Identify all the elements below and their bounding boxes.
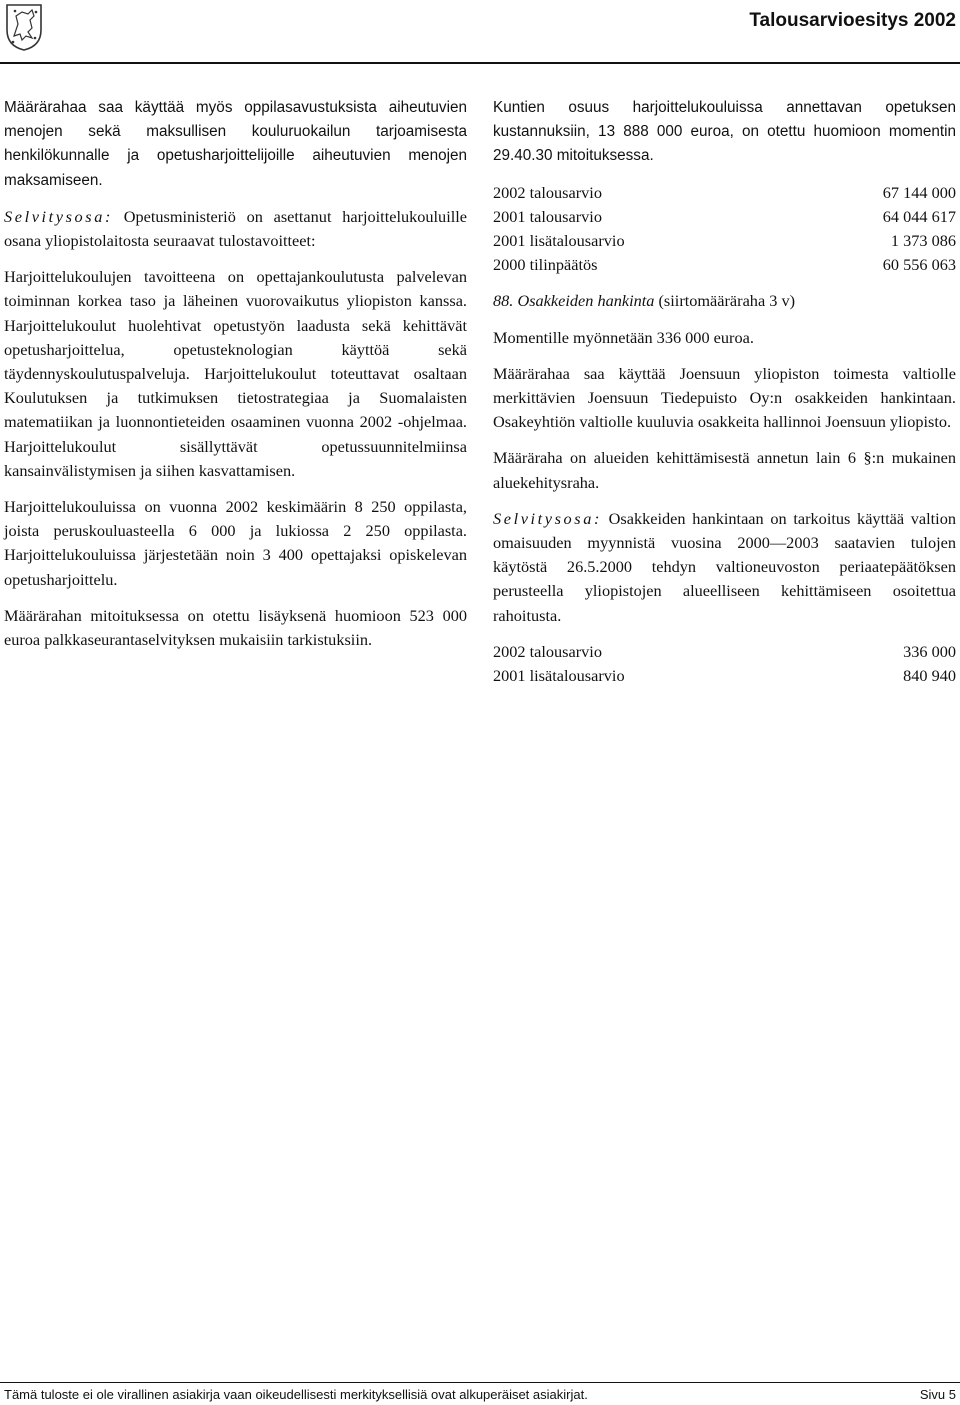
paragraph-shares-purchase: Määrärahaa saa käyttää Joensuun yliopiston toimesta valtiolle merkittävien Joensuun Tiedepuisto Oy:n osakkeiden hankintaan. Osakeyhtiön valtiolle kuuluvia osakkeita hallinnoi Joensuun yliopisto. <box>493 363 956 432</box>
heading-suffix: (siirtomääräraha 3 v) <box>654 291 796 311</box>
row-label: 2000 tilinpäätös <box>493 255 598 275</box>
paragraph-training-school-goals: Harjoittelukoulujen tavoitteena on opettajankoulutusta palvelevan toiminnan korkea taso ja läheinen vuorovaikutus yliopiston kanssa. Harjoittelukoulut huolehtivat opetustyön laadusta sekä kehittävät opetusharjoittelua, opetusteknologian käyttöä sekä täydennyskoulutuspalveluja. Harjoittelukoulut toteuttavat osaltaan Koulutuksen ja tutkimuksen tietostrategiaa ja Suomalaisten matematiikan ja luonnontieteiden osaaminen vuonna 2002 -ohjelmaa. Harjoittelukoulut sisällyttävät opetussuunnitelmiinsa kansainvälistymisen ja siihen kasvattamisen. <box>4 267 467 480</box>
row-label: 2001 lisätalousarvio <box>493 231 625 251</box>
coat-of-arms-icon <box>4 2 44 52</box>
footer-disclaimer: Tämä tuloste ei ole virallinen asiakirja vaan oikeudellisesti merkityksellisiä ovat alkuperäiset asiakirjat. <box>4 1387 588 1402</box>
row-value: 64 044 617 <box>882 206 956 226</box>
paragraph-regional-development: Määräraha on alueiden kehittämisestä annetun lain 6 §:n mukainen aluekehitysraha. <box>493 448 956 492</box>
table-row <box>493 664 956 688</box>
row-value: 840 940 <box>903 666 956 686</box>
selvitysosa-label: Selvitysosa: <box>4 206 113 226</box>
row-value: 1 373 086 <box>890 231 956 251</box>
table-row <box>493 181 956 205</box>
paragraph-text: Osakkeiden hankintaan on tarkoitus käyttää valtion omaisuuden myynnistä vuosina 2000—2003 saatavien tulojen käytöstä 26.5.2000 tehdyn valtioneuvoston periaatepäätöksen perusteella yliopistojen alueelliseen kehittämiseen osoitettua rahoitusta. <box>493 508 956 625</box>
paragraph-appropriation-sizing: Määrärahan mitoituksessa on otettu lisäyksenä huomioon 523 000 euroa palkkaseurantaselvityksen mukaisiin tarkistuksiin. <box>4 605 467 650</box>
row-value: 67 144 000 <box>882 182 956 202</box>
paragraph-text: Opetusministeriö on asettanut harjoittelukouluille osana yliopistolaitosta seuraavat tulostavoitteet: <box>4 206 467 251</box>
paragraph-selvitysosa-shares <box>493 507 956 628</box>
right-column <box>493 96 956 700</box>
selvitysosa-label: Selvitysosa: <box>493 508 602 528</box>
document-title: Talousarvioesitys 2002 <box>749 10 956 31</box>
table-row <box>493 229 956 253</box>
heading-title: Osakkeiden hankinta <box>517 291 655 311</box>
row-value: 60 556 063 <box>882 255 956 275</box>
paragraph-granted: Momentille myönnetään 336 000 euroa. <box>493 327 754 347</box>
paragraph-expenses: Määrärahaa saa käyttää myös oppilasavustuksista aiheutuvien menojen sekä maksullisen kouluruokailun tarjoamisesta henkilökunnalle ja opetusharjoittelijoille aiheutuvien menojen maksamiseen. <box>4 99 467 189</box>
row-label: 2001 lisätalousarvio <box>493 666 625 686</box>
row-label: 2001 talousarvio <box>493 206 602 226</box>
footer-divider <box>0 1382 960 1383</box>
paragraph-pupils: Harjoittelukouluissa on vuonna 2002 keskimäärin 8 250 oppilasta, joista peruskouluasteella 6 000 ja lukiossa 2 250 oppilasta. Harjoittelukouluissa järjestetään noin 3 400 opettajaksi opiskelevan opetusharjoittelu. <box>4 497 467 589</box>
row-label: 2002 talousarvio <box>493 182 602 202</box>
page-number: Sivu 5 <box>919 1387 956 1402</box>
row-label: 2002 talousarvio <box>493 641 602 661</box>
table-row <box>493 205 956 229</box>
table-row <box>493 253 956 277</box>
left-column <box>4 96 467 664</box>
paragraph-selvitysosa-goals <box>4 205 467 253</box>
row-value: 336 000 <box>903 641 956 661</box>
paragraph-municipal-share: Kuntien osuus harjoittelukouluissa annettavan opetuksen kustannuksiin, 13 888 000 euroa, on otettu huomioon momentin 29.40.30 mitoituksessa. <box>493 99 956 165</box>
heading-number: 88. <box>493 291 514 311</box>
header-divider <box>0 62 960 64</box>
budget-table-1 <box>493 181 956 278</box>
table-row <box>493 640 956 664</box>
section-heading-88 <box>493 289 956 313</box>
budget-table-2 <box>493 640 956 688</box>
